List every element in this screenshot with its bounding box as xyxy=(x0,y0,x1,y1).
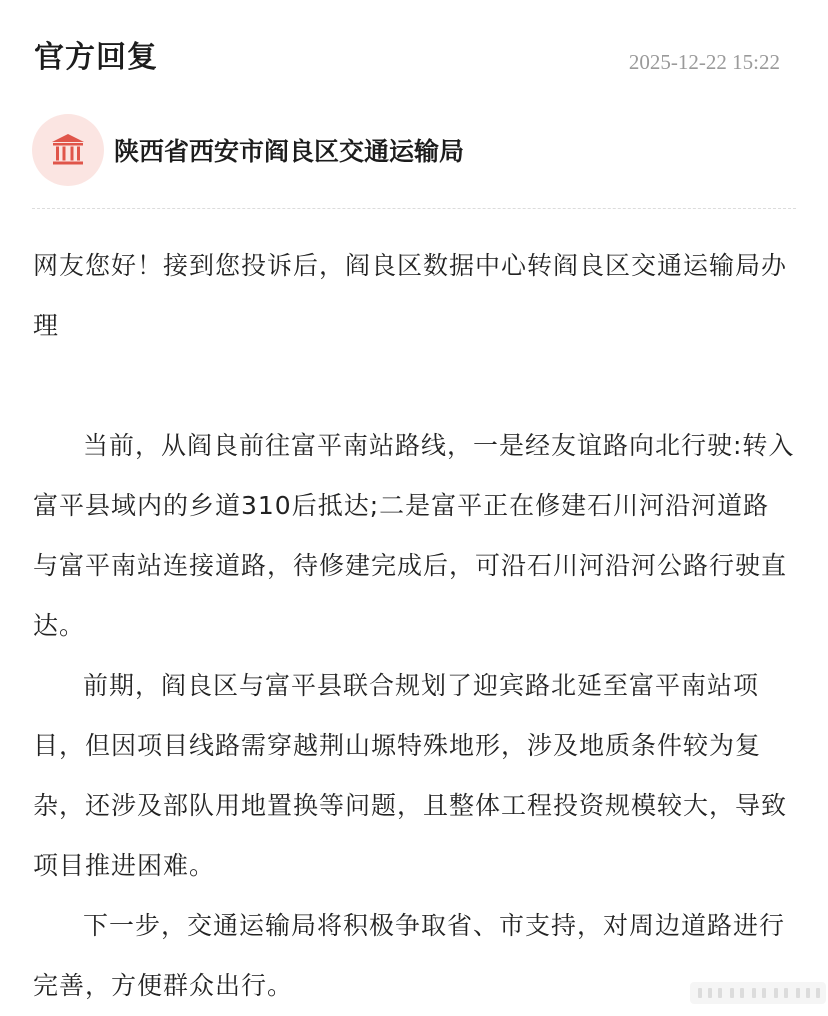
reply-paragraph: 下一步，交通运输局将积极争取省、市支持，对周边道路进行完善，方便群众出行。 xyxy=(33,911,786,1000)
reply-paragraph: 前期，阎良区与富平县联合规划了迎宾路北延至富平南站项目，但因项目线路需穿越荆山塬特殊地形，涉及地质条件较为复杂，还涉及部队用地置换等问题，且整体工程投资规模较大，导致项目推进困难。 xyxy=(33,671,788,880)
reply-content xyxy=(33,236,795,1016)
reply-paragraph: 当前，从阎良前往富平南站路线，一是经友谊路向北行驶:转入富平县域内的乡道310后抵达;二是富平正在修建石川河沿河道路与富平南站连接道路，待修建完成后，可沿石川河沿河公路行驶直达。 xyxy=(33,431,795,640)
reply-timestamp: 2025-12-22 15:22 xyxy=(628,50,780,74)
divider xyxy=(32,208,796,209)
watermark xyxy=(690,982,826,1004)
page-title: 官方回复 xyxy=(34,40,158,75)
organization-name: 陕西省西安市阎良区交通运输局 xyxy=(114,137,465,166)
organization-row[interactable] xyxy=(32,114,792,188)
avatar xyxy=(32,114,104,186)
reply-header xyxy=(34,30,794,80)
reply-greeting: 网友您好！接到您投诉后，阎良区数据中心转阎良区交通运输局办理 xyxy=(33,251,788,340)
government-building-icon xyxy=(49,131,87,169)
